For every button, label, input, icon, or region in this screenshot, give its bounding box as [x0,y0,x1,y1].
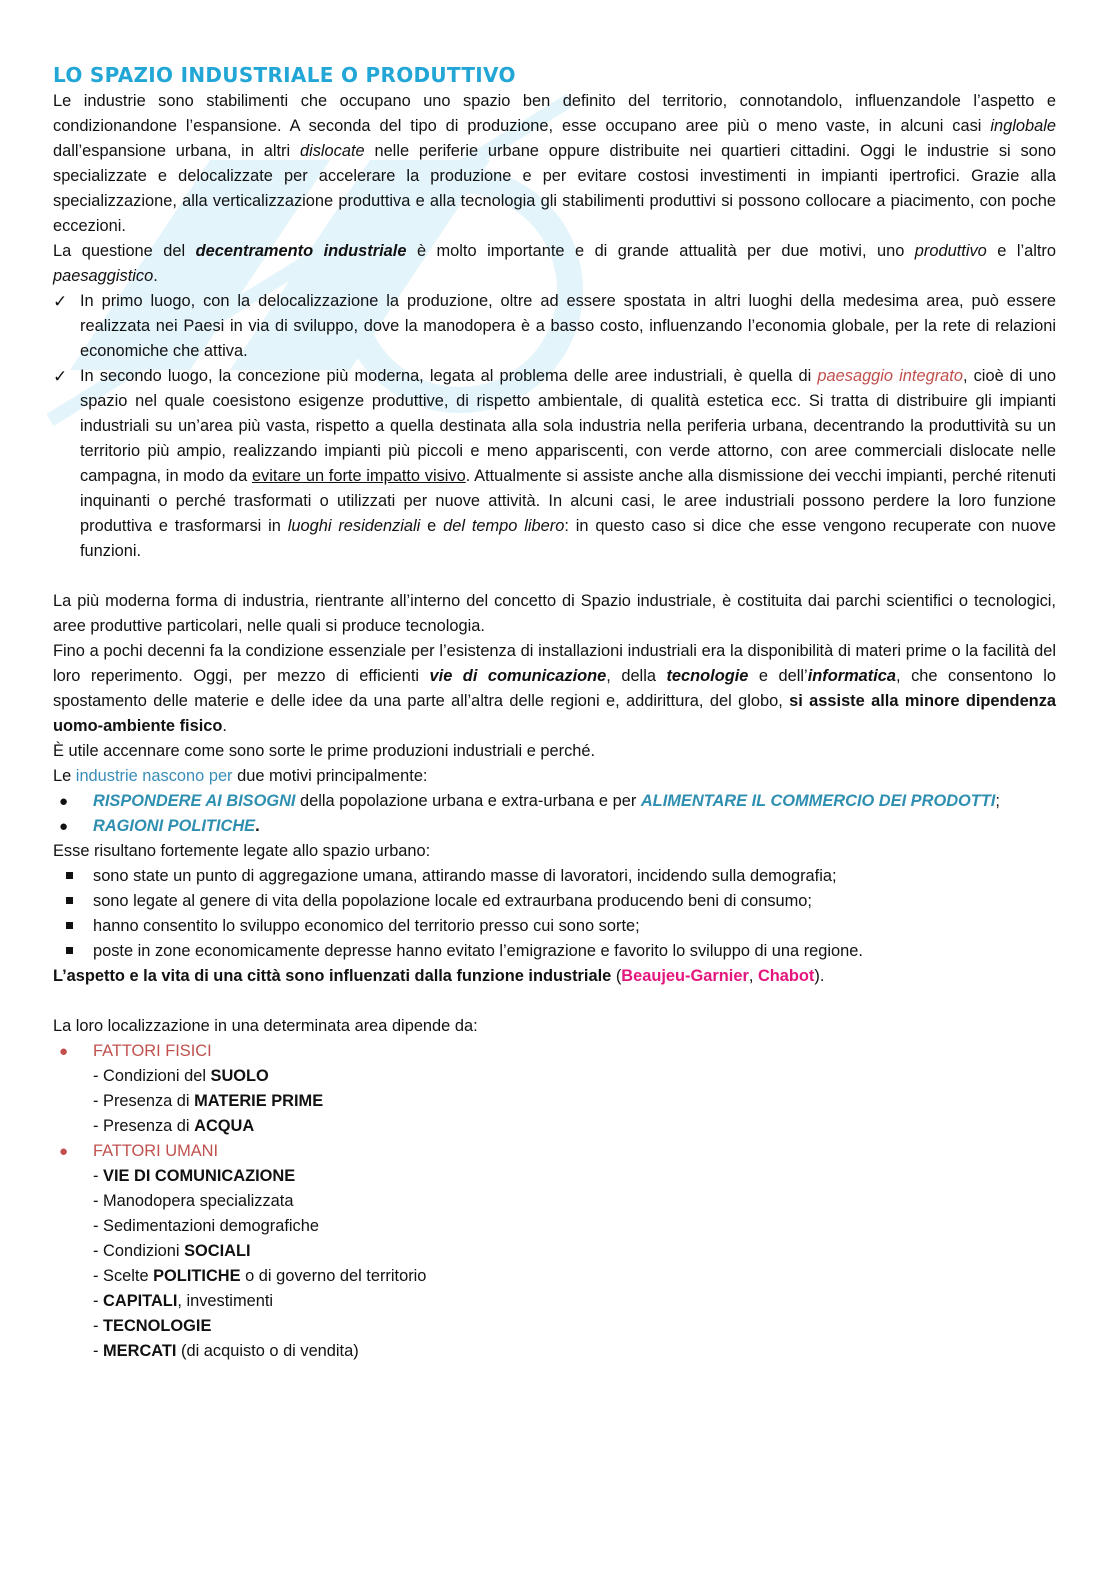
fattori-umani-sublist [53,1164,1056,1364]
fattori-fisici-sublist [53,1064,1056,1139]
list-item: sono state un punto di aggregazione umana, attirando masse di lavoratori, incidendo sulla demografia; [53,864,1056,889]
list-item: - CAPITALI, investimenti [93,1292,274,1310]
checklist [53,289,1056,564]
checkmark-icon: ✓ [53,292,68,311]
square-bullet-icon [66,872,73,879]
paragraph-parchi: La più moderna forma di industria, rientrante all’interno del concetto di Spazio industriale, è costituita dai parchi scientifici o tecnologici, aree produttive particolari, nelle quali si produce tecnologia. [53,592,1056,635]
bullet-icon: ● [59,818,69,835]
bullet-icon: ● [59,793,69,810]
list-item: - Scelte POLITICHE o di governo del territorio [93,1267,427,1285]
paragraph-intro: Le industrie sono stabilimenti che occupano uno spazio ben definito del territorio, connotandolo, influenzandole l’aspetto e condizionandone l’espansione. A seconda del tipo di produzione, esse occupano aree più o meno vaste, in alcuni casi inglobale dall’espansione urbana, in altri dislocate nelle periferie urbane oppure distribuite nei quartieri cittadini. Oggi le industrie si sono specializzate e delocalizzate per accelerare la produzione e per evitare costosi investimenti in impianti ipertrofici. Grazie alla specializzazione, alla verticalizzazione produttiva e alla tecnologia gli stabilimenti produttivi si possono collocare a piacimento, con poche eccezioni. [53,92,1056,235]
list-item: sono legate al genere di vita della popolazione locale ed extraurbana producendo beni di consumo; [53,889,1056,914]
list-item: ✓ In primo luogo, con la delocalizzazione la produzione, oltre ad essere spostata in altri luoghi della medesima area, può essere realizzata nei Paesi in via di sviluppo, dove la manodopera è a basso costo, influenzando l’economia globale, per la rete di relazioni economiche che attiva. [53,289,1056,364]
urbano-list [53,864,1056,964]
fattori-umani-list [53,1139,1056,1164]
list-item: - Condizioni SOCIALI [93,1242,251,1260]
paragraph-motivi: Le industrie nascono per due motivi principalmente: [53,767,428,785]
square-bullet-icon [66,922,73,929]
square-bullet-icon [66,897,73,904]
paragraph-spazio-urbano: Esse risultano fortemente legate allo spazio urbano: [53,842,431,860]
list-item: - Manodopera specializzata [93,1192,294,1210]
bullet-icon: ● [59,1143,69,1160]
document-page [53,62,1056,1364]
list-item: - TECNOLOGIE [93,1317,212,1335]
list-item: ● RISPONDERE AI BISOGNI della popolazione urbana e extra-urbana e per ALIMENTARE IL COMMERCIO DEI PRODOTTI; [53,789,1056,814]
list-item: - MERCATI (di acquisto o di vendita) [93,1342,359,1360]
list-item: - Sedimentazioni demografiche [93,1217,319,1235]
paragraph-decentramento: La questione del decentramento industriale è molto importante e di grande attualità per due motivi, uno produttivo e l’altro paesaggistico. [53,242,1057,285]
paragraph-funzione-industriale: L’aspetto e la vita di una città sono influenzati dalla funzione industriale (Beaujeu-Garnier, Chabot). [53,967,825,985]
fattori-umani-item: ● FATTORI UMANI [53,1139,1056,1164]
paragraph-materie-prime: Fino a pochi decenni fa la condizione essenziale per l’esistenza di installazioni industriali era la disponibilità di materi prime o la facilità del loro reperimento. Oggi, per mezzo di efficienti vie di comunicazione, della tecnologie e dell’informatica, che consentono lo spostamento delle materie e delle idee da una parte all’altra delle regioni e, addirittura, del globo, si assiste alla minore dipendenza uomo-ambiente fisico. [53,642,1057,735]
page-title: LO SPAZIO INDUSTRIALE O PRODUTTIVO [53,63,516,87]
list-item: - VIE DI COMUNICAZIONE [93,1167,296,1185]
list-item: - Presenza di ACQUA [93,1117,255,1135]
list-item: poste in zone economicamente depresse hanno evitato l’emigrazione e favorito lo sviluppo di una regione. [53,939,1056,964]
list-item: ● RAGIONI POLITICHE. [53,814,1056,839]
paragraph-localizzazione: La loro localizzazione in una determinata area dipende da: [53,1017,478,1035]
list-item: - Presenza di MATERIE PRIME [93,1092,324,1110]
fattori-list [53,1039,1056,1064]
bullet-icon: ● [59,1043,69,1060]
motivi-list [53,789,1056,839]
fattori-fisici-item: ● FATTORI FISICI [53,1039,1056,1064]
paragraph-origini: È utile accennare come sono sorte le prime produzioni industriali e perché. [53,742,596,760]
list-item: - Condizioni del SUOLO [93,1067,269,1085]
list-item: ✓ In secondo luogo, la concezione più moderna, legata al problema delle aree industriali, è quella di paesaggio integrato, cioè di uno spazio nel quale coesistono esigenze produttive, di rispetto ambientale, di qualità estetica ecc. Si tratta di distribuire gli impianti industriali su un’area più vasta, rispetto a quella destinata alla sola industria nella periferia urbana, decentrando la produttività su un territorio più ampio, realizzando impianti più piccoli e meno appariscenti, con verde attorno, con aree commerciali dislocate nelle campagna, in modo da evitare un forte impatto visivo. Attualmente si assiste anche alla dismissione dei vecchi impianti, perché ritenuti inquinanti o perché trasformati o utilizzati per nuove attività. In alcuni casi, le aree industriali possono perdere la loro funzione produttiva e trasformarsi in luoghi residenziali e del tempo libero: in questo caso si dice che esse vengono recuperate con nuove funzioni. [53,364,1056,564]
square-bullet-icon [66,947,73,954]
checkmark-icon: ✓ [53,367,68,386]
list-item: hanno consentito lo sviluppo economico del territorio presso cui sono sorte; [53,914,1056,939]
